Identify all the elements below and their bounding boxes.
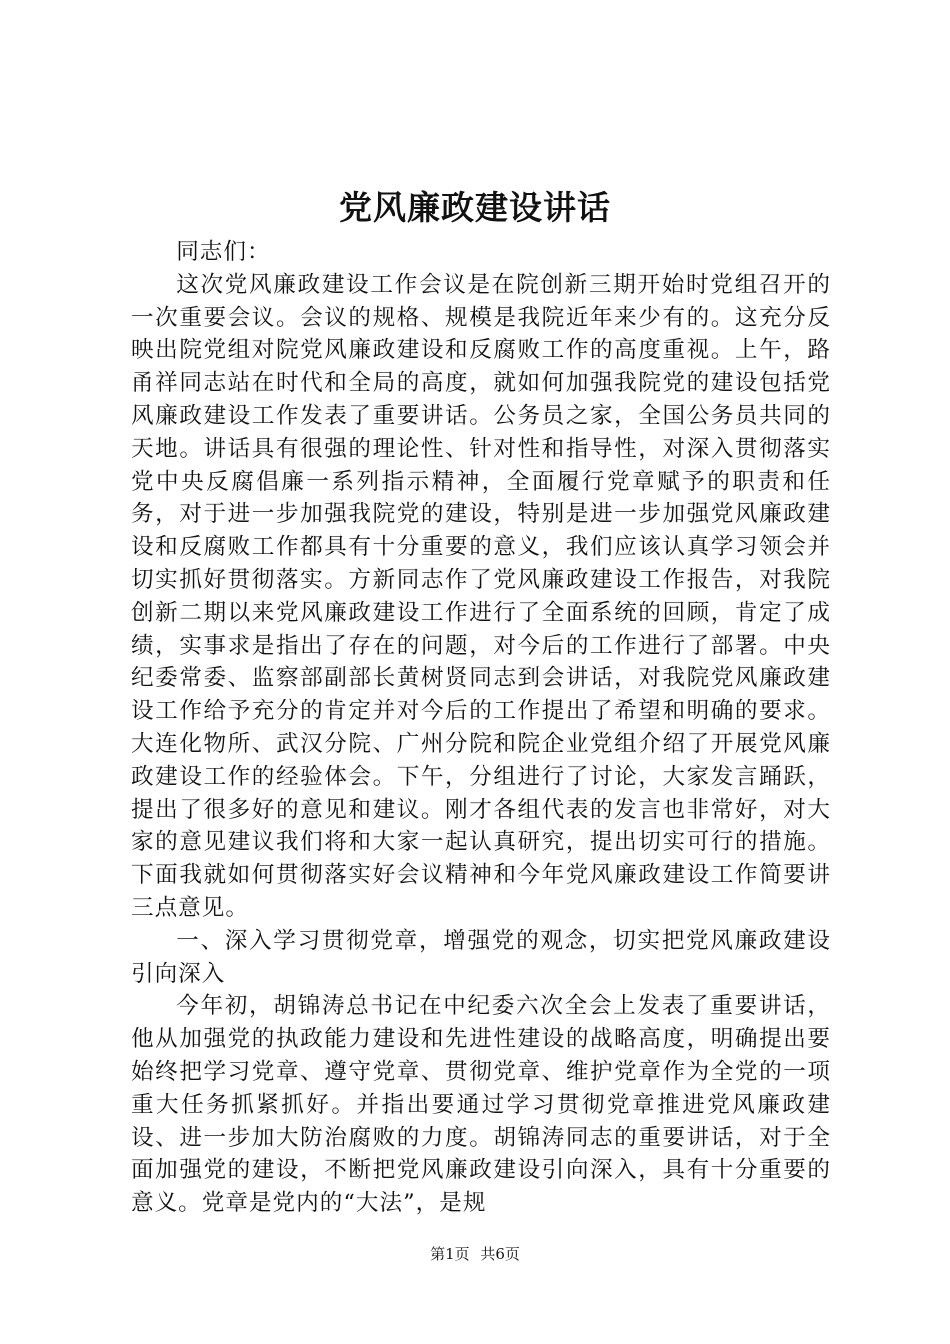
- page-footer: [0, 1244, 950, 1264]
- paragraph-1: 这次党风廉政建设工作会议是在院创新三期开始时党组召开的一次重要会议。会议的规格、规模是我院近年来少有的。这充分反映出院党组对院党风廉政建设和反腐败工作的高度重视。上午，路甬祥同志站在时代和全局的高度，就如何加强我院党的建设包括党风廉政建设工作发表了重要讲话。公务员之家，全国公务员共同的天地。讲话具有很强的理论性、针对性和指导性，对深入贯彻落实党中央反腐倡廉一系列指示精神，全面履行党章赋予的职责和任务，对于进一步加强我院党的建设，特别是进一步加强党风廉政建设和反腐败工作都具有十分重要的意义，我们应该认真学习领会并切实抓好贯彻落实。方新同志作了党风廉政建设工作报告，对我院创新二期以来党风廉政建设工作进行了全面系统的回顾，肯定了成绩，实事求是指出了存在的问题，对今后的工作进行了部署。中央纪委常委、监察部副部长黄树贤同志到会讲话，对我院党风廉政建设工作给予充分的肯定并对今后的工作提出了希望和明确的要求。大连化物所、武汉分院、广州分院和院企业党组介绍了开展党风廉政建设工作的经验体会。下午，分组进行了讨论，大家发言踊跃，提出了很多好的意见和建议。刚才各组代表的发言也非常好，对大家的意见建议我们将和大家一起认真研究，提出切实可行的措施。下面我就如何贯彻落实好会议精神和今年党风廉政建设工作简要讲三点意见。: [131, 271, 831, 921]
- page-number: 第1页: [430, 1245, 470, 1263]
- document-title: 党风廉政建设讲话: [339, 188, 611, 227]
- paragraph-2: 今年初，胡锦涛总书记在中纪委六次全会上发表了重要讲话，他从加强党的执政能力建设和先进性建设的战略高度，明确提出要始终把学习党章、遵守党章、贯彻党章、维护党章作为全党的一项重大任务抓紧抓好。并指出要通过学习贯彻党章推进党风廉政建设、进一步加大防治腐败的力度。胡锦涛同志的重要讲话，对于全面加强党的建设，不断把党风廉政建设引向深入，具有十分重要的意义。党章是党内的“大法”，是规: [131, 993, 831, 1217]
- section-heading-1: 一、深入学习贯彻党章，增强党的观念，切实把党风廉政建设引向深入: [131, 927, 831, 987]
- greeting: 同志们：: [176, 239, 271, 265]
- document-body: [131, 236, 831, 1220]
- page-total: 共6页: [480, 1245, 520, 1263]
